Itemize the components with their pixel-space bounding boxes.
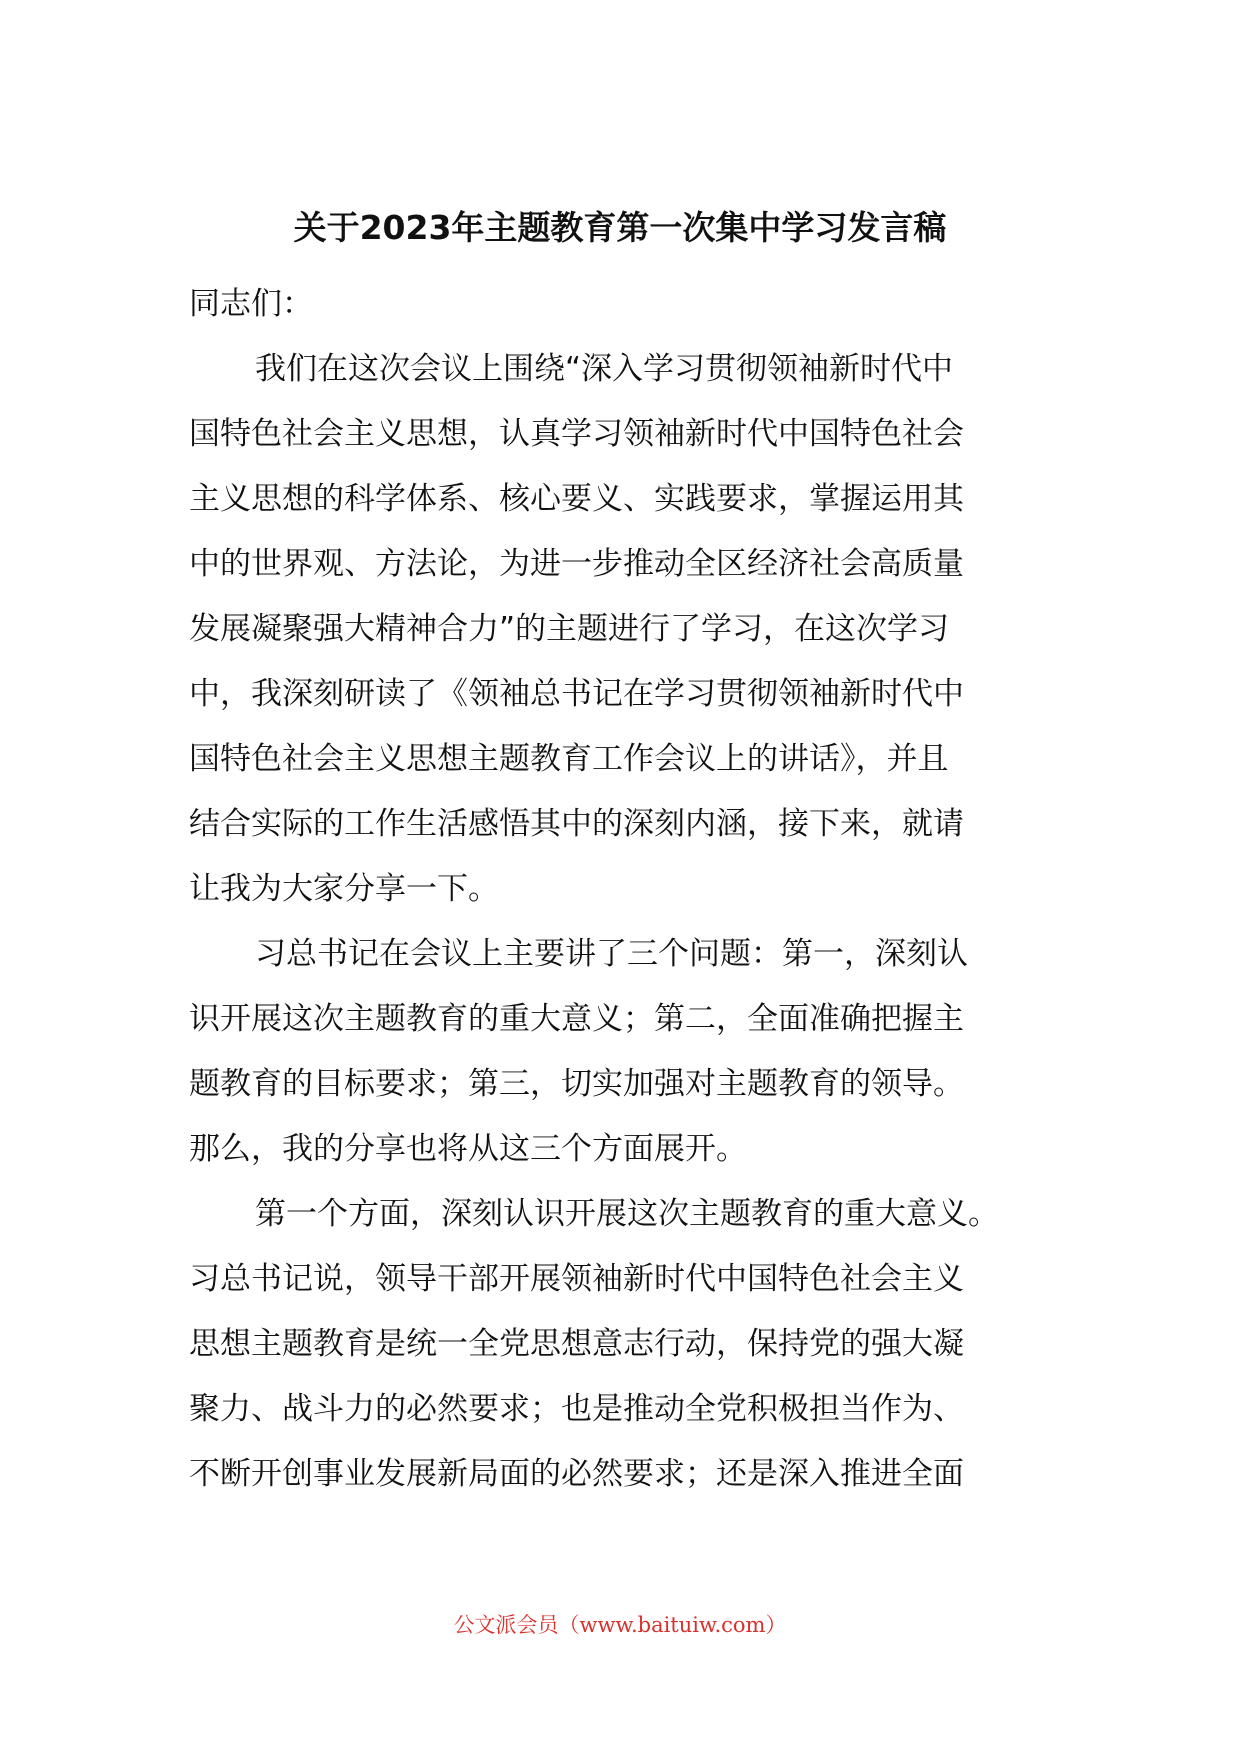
body-line: 题教育的目标要求；第三，切实加强对主题教育的领导。 — [189, 1066, 964, 1102]
body-line: 中，我深刻研读了《领袖总书记在学习贯彻领袖新时代中 — [189, 676, 964, 712]
document-body — [189, 272, 1051, 1507]
body-line: 让我为大家分享一下。 — [189, 871, 499, 907]
body-line: 中的世界观、方法论，为进一步推动全区经济社会高质量 — [189, 546, 964, 582]
document-title: 关于2023年主题教育第一次集中学习发言稿 — [293, 208, 947, 247]
body-line: 主义思想的科学体系、核心要义、实践要求，掌握运用其 — [189, 481, 964, 517]
body-line: 习总书记说，领导干部开展领袖新时代中国特色社会主义 — [189, 1261, 964, 1297]
body-line: 同志们： — [189, 286, 313, 322]
body-line: 不断开创事业发展新局面的必然要求；还是深入推进全面 — [189, 1456, 964, 1492]
body-line: 国特色社会主义思想，认真学习领袖新时代中国特色社会 — [189, 416, 964, 452]
footer-watermark: 公文派会员（www.baituiw.com） — [453, 1613, 787, 1637]
body-line: 习总书记在会议上主要讲了三个问题：第一，深刻认 — [255, 936, 968, 972]
body-line: 那么，我的分享也将从这三个方面展开。 — [189, 1131, 747, 1167]
body-line: 我们在这次会议上围绕“深入学习贯彻领袖新时代中 — [255, 351, 954, 387]
body-line: 结合实际的工作生活感悟其中的深刻内涵，接下来，就请 — [189, 806, 964, 842]
body-line: 发展凝聚强大精神合力”的主题进行了学习，在这次学习 — [189, 611, 950, 647]
body-line: 聚力、战斗力的必然要求；也是推动全党积极担当作为、 — [189, 1391, 964, 1427]
body-line: 识开展这次主题教育的重大意义；第二，全面准确把握主 — [189, 1001, 964, 1037]
body-line: 思想主题教育是统一全党思想意志行动，保持党的强大凝 — [189, 1326, 964, 1362]
body-line: 国特色社会主义思想主题教育工作会议上的讲话》，并且 — [189, 741, 949, 777]
body-line: 第一个方面，深刻认识开展这次主题教育的重大意义。 — [255, 1196, 999, 1232]
